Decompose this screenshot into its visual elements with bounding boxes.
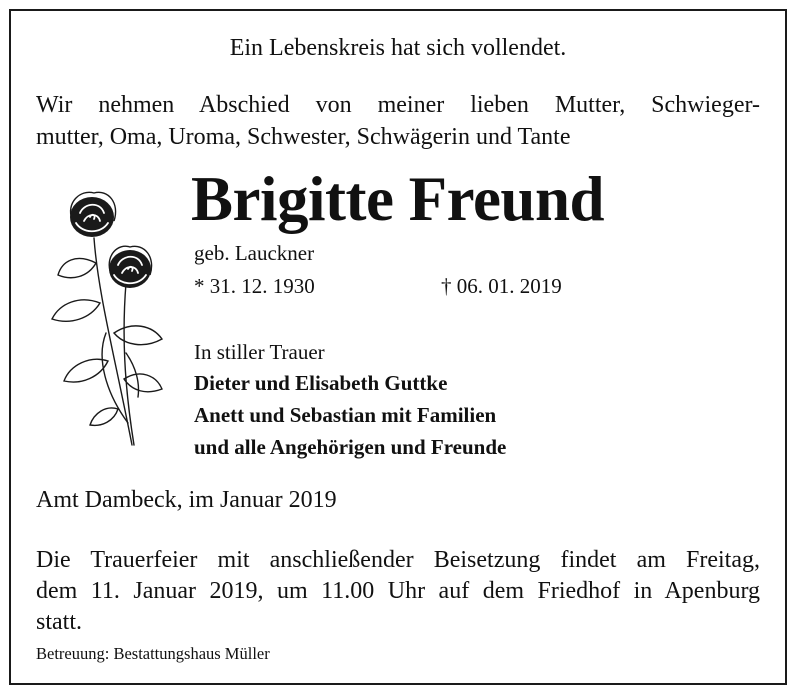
roses-icon — [36, 183, 166, 455]
funeral-line-3: statt. — [36, 609, 82, 635]
mourner-line: Dieter und Elisabeth Guttke — [194, 371, 448, 395]
intro-line-1: Wir nehmen Abschied von meiner lieben Mutter, Schwieger- — [36, 92, 760, 118]
funeral-line-2: dem 11. Januar 2019, um 11.00 Uhr auf dem Friedhof in Apenburg — [36, 578, 760, 604]
intro-line-2: mutter, Oma, Uroma, Schwester, Schwägerin und Tante — [36, 124, 571, 150]
undertaker-credit: Betreuung: Bestattungshaus Müller — [36, 644, 270, 663]
opening-line: Ein Lebenskreis hat sich vollendet. — [229, 35, 567, 61]
mourners-label: In stiller Trauer — [194, 340, 325, 364]
birth-date: * 31. 12. 1930 — [194, 274, 315, 298]
deceased-name: Brigitte Freund — [191, 164, 605, 234]
place-date: Amt Dambeck, im Januar 2019 — [36, 487, 337, 513]
maiden-name: geb. Lauckner — [194, 241, 315, 265]
funeral-line-1: Die Trauerfeier mit anschließender Beisetzung findet am Freitag, — [36, 547, 760, 573]
notice-frame — [9, 9, 787, 685]
mourner-line: und alle Angehörigen und Freunde — [194, 435, 507, 459]
death-date: † 06. 01. 2019 — [441, 274, 562, 298]
mourner-line: Anett und Sebastian mit Familien — [194, 403, 497, 427]
